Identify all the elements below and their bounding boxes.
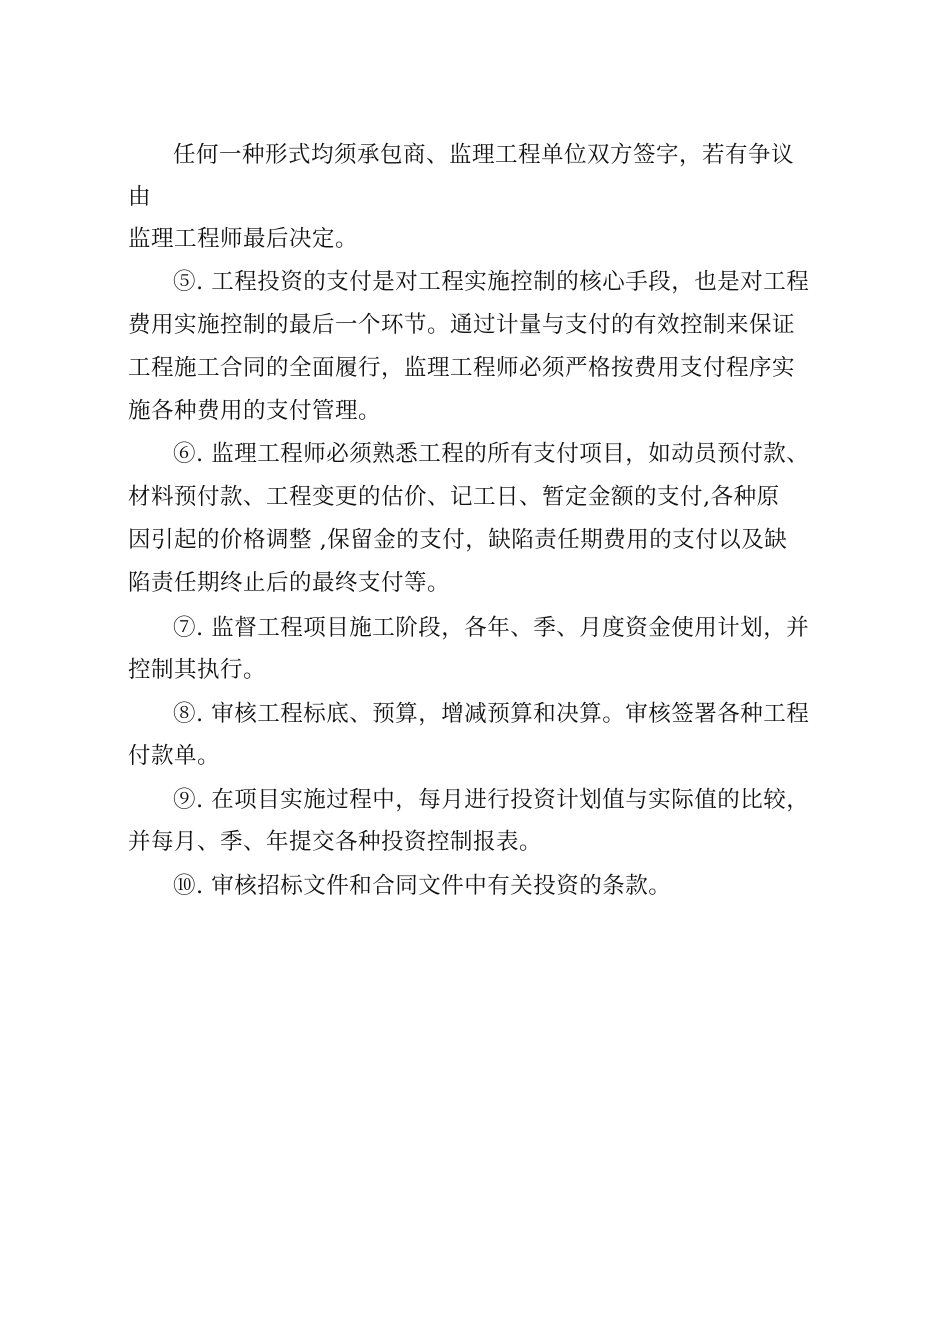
paragraph-6-line-2: 并每月、季、年提交各种投资控制报表。 bbox=[128, 829, 543, 855]
paragraph-2-line-3: 工程施工合同的全面履行，监理工程师必须严格按费用支付程序实 bbox=[128, 355, 796, 381]
paragraph-3-line-2: 材料预付款、工程变更的估价、记工日、暂定金额的支付,各种原 bbox=[128, 484, 780, 510]
paragraph-2-line-2: 费用实施控制的最后一个环节。通过计量与支付的有效控制来保证 bbox=[128, 312, 796, 338]
paragraph-5-line-2: 付款单。 bbox=[128, 743, 221, 769]
paragraph-4-line-1: ⑦. 监督工程项目施工阶段，各年、季、月度资金使用计划，并 bbox=[173, 615, 810, 641]
paragraph-1-line-1: 任何一种形式均须承包商、监理工程单位双方签字，若有争议 bbox=[173, 142, 795, 168]
paragraph-3-line-4: 陷责任期终止后的最终支付等。 bbox=[128, 570, 451, 596]
paragraph-4-line-2: 控制其执行。 bbox=[128, 657, 267, 683]
paragraph-2-line-1: ⑤. 工程投资的支付是对工程实施控制的核心手段，也是对工程 bbox=[173, 269, 810, 295]
paragraph-1-line-2: 由 bbox=[128, 184, 152, 210]
paragraph-1-line-3: 监理工程师最后决定。 bbox=[128, 226, 359, 252]
paragraph-2-line-4: 施各种费用的支付管理。 bbox=[128, 398, 382, 424]
paragraph-3-line-3: 因引起的价格调整 ,保留金的支付，缺陷责任期费用的支付以及缺 bbox=[128, 527, 788, 553]
paragraph-7-line-1: ⑩. 审核招标文件和合同文件中有关投资的条款。 bbox=[173, 873, 672, 899]
paragraph-3-line-1: ⑥. 监理工程师必须熟悉工程的所有支付项目，如动员预付款、 bbox=[173, 441, 810, 467]
paragraph-6-line-1: ⑨. 在项目实施过程中，每月进行投资计划值与实际值的比较， bbox=[173, 787, 810, 813]
paragraph-5-line-1: ⑧. 审核工程标底、预算，增减预算和决算。审核签署各种工程 bbox=[173, 701, 810, 727]
